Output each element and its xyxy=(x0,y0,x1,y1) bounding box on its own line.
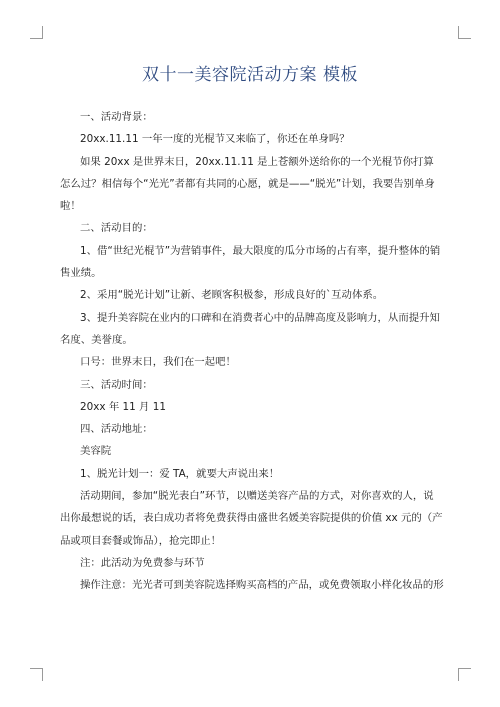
body-paragraph: 1、借“世纪光棍节”为营销事件，最大限度的瓜分市场的占有率，提升整体的销售业绩。 xyxy=(60,244,441,280)
section-heading-purpose: 二、活动目的： xyxy=(80,222,153,235)
crop-mark-top-left xyxy=(30,26,43,39)
section-heading-address: 四、活动地址： xyxy=(80,423,153,436)
body-paragraph: 如果 20xx 是世界末日，20xx.11.11 是上苍额外送给你的一个光棍节你打算怎么过？相信每个“光光”者都有共同的心愿，就是——“脱光”计划，我要告别单身啦！ xyxy=(60,155,435,213)
crop-mark-bottom-right xyxy=(458,668,471,681)
section-heading-background: 一、活动背景： xyxy=(80,111,153,123)
body-paragraph: 3、提升美容院在业内的口碑和在消费者心中的品牌高度及影响力，从而提升知名度、美誉度。 xyxy=(60,311,440,346)
body-paragraph: 20xx 年 11 月 11 xyxy=(80,400,166,413)
crop-mark-bottom-left xyxy=(30,668,43,681)
section-heading-time: 三、活动时间： xyxy=(80,378,153,391)
body-paragraph: 操作注意：光光者可到美容院选择购买高档的产品，或免费领取小样化妆品的形 xyxy=(80,579,444,592)
note-paragraph: 注：此活动为免费参与环节 xyxy=(80,556,205,569)
document-body xyxy=(60,106,444,597)
document-title: 双十一美容院活动方案 模板 xyxy=(142,65,358,85)
body-paragraph: 1、脱光计划一：爱 TA，就要大声说出来！ xyxy=(80,467,280,480)
slogan-paragraph: 口号：世界末日，我们在一起吧！ xyxy=(80,356,236,369)
body-paragraph: 活动期间，参加“脱光表白”环节，以赠送美容产品的方式，对你喜欢的人，说出你最想说的话，表白成功者将免费获得由盛世名媛美容院提供的价值 xx 元的（产品或项目套餐或饰品），抢完即止！ xyxy=(60,490,443,547)
crop-mark-top-right xyxy=(458,26,471,39)
body-paragraph: 2、采用“脱光计划”让新、老顾客积极参，形成良好的`互动体系。 xyxy=(80,289,384,302)
body-paragraph: 美容院 xyxy=(80,445,112,458)
body-paragraph: 20xx.11.11 一年一度的光棍节又来临了，你还在单身吗？ xyxy=(80,133,350,146)
